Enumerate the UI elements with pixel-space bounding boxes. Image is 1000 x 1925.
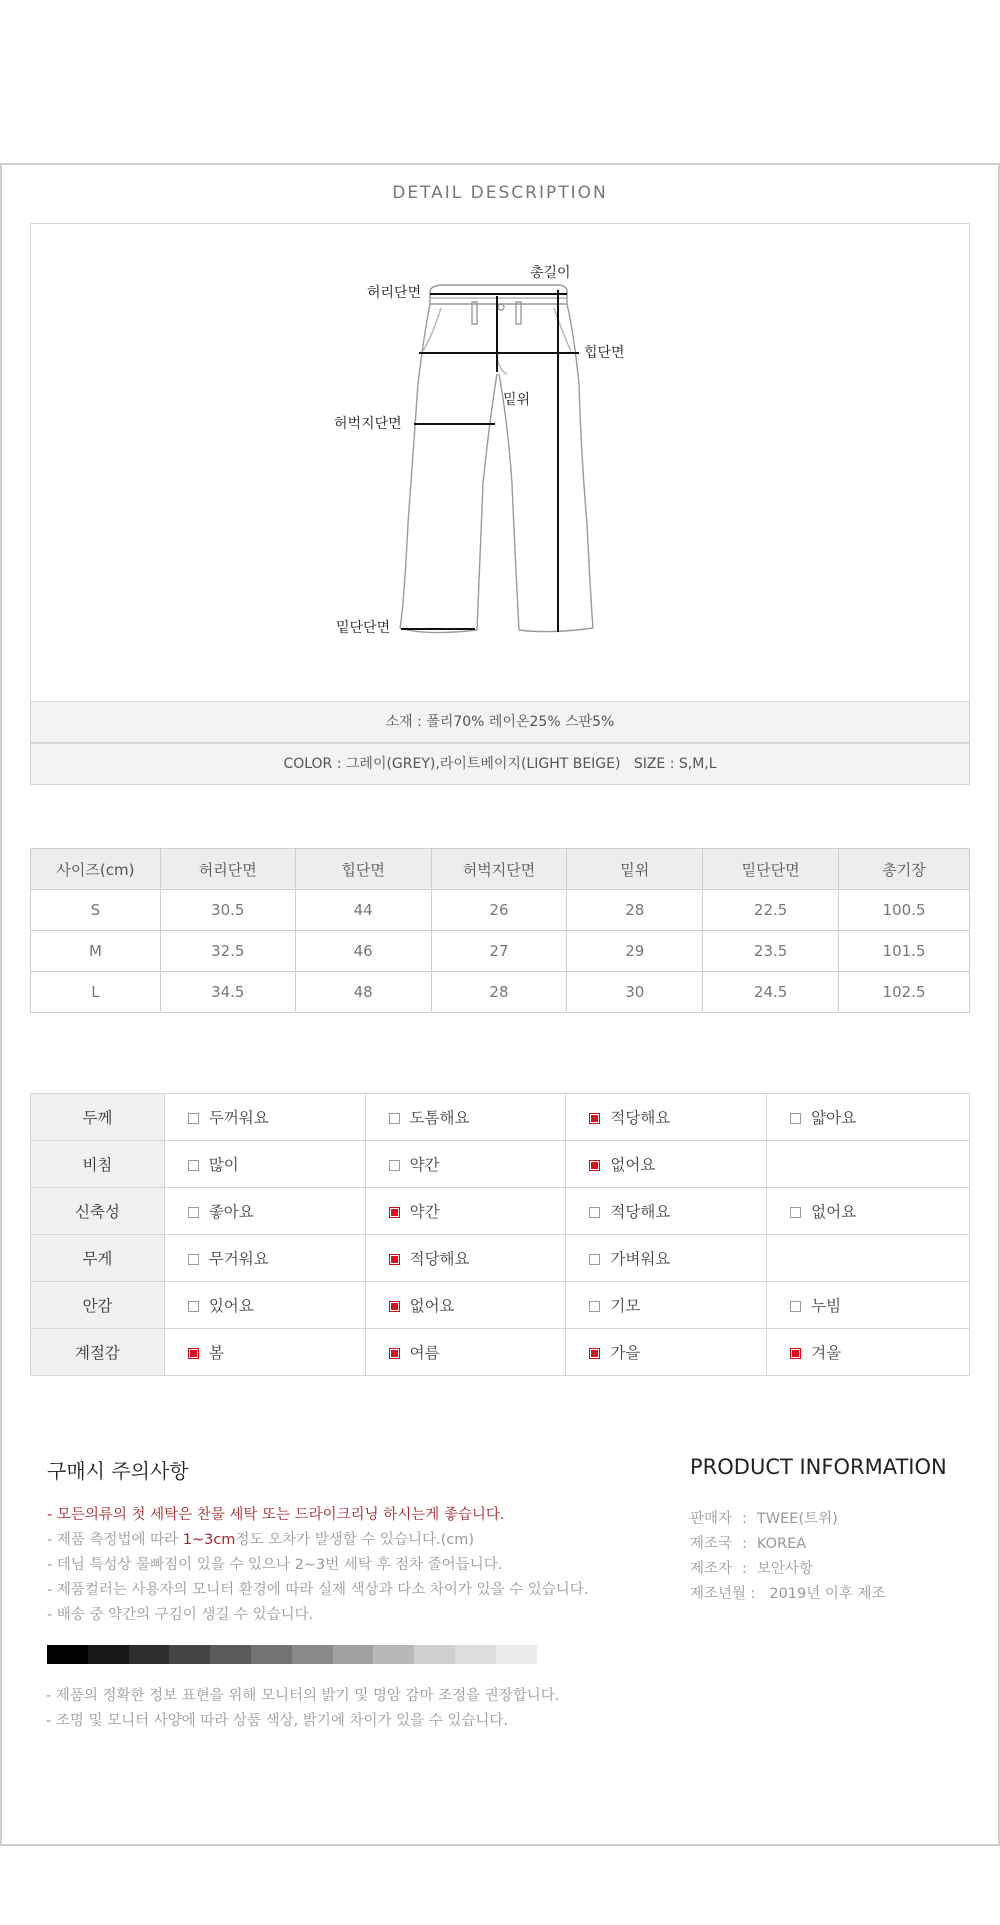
attribute-option-label: 누빔 (811, 1297, 842, 1315)
pants-diagram (30, 223, 970, 701)
info-key: 판매자 (690, 1511, 733, 1527)
attribute-option-label: 기모 (610, 1297, 641, 1315)
size-cell: 29 (567, 931, 703, 972)
notice-item: - 데님 특성상 물빠짐이 있을 수 있으나 2~3번 세탁 후 점차 줄어듭니다. (47, 1557, 503, 1573)
attribute-option-label: 적당해요 (610, 1109, 671, 1127)
size-cell: M (31, 931, 161, 972)
attribute-name: 비침 (31, 1141, 165, 1188)
attribute-row (31, 1188, 970, 1235)
attribute-option (767, 1141, 970, 1188)
size-header-cell: 밑단단면 (703, 849, 839, 890)
attribute-option (566, 1235, 767, 1282)
checked-box-icon (389, 1207, 400, 1218)
gray-swatch (169, 1645, 210, 1664)
attribute-row (31, 1094, 970, 1141)
product-info-item (690, 1532, 886, 1557)
attribute-option (164, 1282, 365, 1329)
unchecked-box-icon (389, 1113, 400, 1124)
product-info-list (690, 1507, 886, 1607)
attribute-option (164, 1141, 365, 1188)
info-sep: : (742, 1561, 747, 1577)
unchecked-box-icon (188, 1254, 199, 1265)
size-header-cell: 총기장 (839, 849, 970, 890)
size-cell: S (31, 890, 161, 931)
size-cell: 26 (431, 890, 567, 931)
gray-swatch (88, 1645, 129, 1664)
attribute-option (767, 1094, 970, 1141)
attribute-option-label: 무거워요 (208, 1250, 269, 1268)
size-cell: 32.5 (160, 931, 295, 972)
checked-box-icon (589, 1160, 600, 1171)
size-cell: 22.5 (703, 890, 839, 931)
unchecked-box-icon (188, 1207, 199, 1218)
attribute-option-label: 봄 (208, 1344, 224, 1362)
notice-item: - 모든의류의 첫 세탁은 찬물 세탁 또는 드라이크리닝 하시는게 좋습니다. (47, 1507, 505, 1523)
size-cell: 48 (295, 972, 431, 1013)
product-info-item (690, 1582, 886, 1607)
checked-box-icon (589, 1113, 600, 1124)
attribute-option-label: 적당해요 (610, 1203, 671, 1221)
attribute-option-label: 적당해요 (409, 1250, 470, 1268)
attribute-option-label: 많이 (208, 1156, 239, 1174)
unchecked-box-icon (790, 1301, 801, 1312)
attribute-option-label: 없어요 (811, 1203, 857, 1221)
attribute-option (365, 1188, 566, 1235)
size-header-cell: 힙단면 (295, 849, 431, 890)
size-header-cell: 허리단면 (160, 849, 295, 890)
label-waist: 허리단면 (367, 285, 422, 301)
attribute-name: 신축성 (31, 1188, 165, 1235)
attribute-option (365, 1094, 566, 1141)
notice-text: 정도 오차가 발생할 수 있습니다.(cm) (235, 1532, 474, 1548)
table-row (31, 972, 970, 1013)
notice-title: 구매시 주의사항 (47, 1459, 189, 1483)
attribute-option (164, 1094, 365, 1141)
detail-title: DETAIL DESCRIPTION (392, 183, 608, 203)
size-cell: L (31, 972, 161, 1013)
attribute-option (767, 1188, 970, 1235)
attribute-option-label: 좋아요 (208, 1203, 254, 1221)
checked-box-icon (589, 1348, 600, 1359)
unchecked-box-icon (389, 1160, 400, 1171)
attribute-option (566, 1141, 767, 1188)
size-cell: 28 (567, 890, 703, 931)
attribute-option-label: 없어요 (610, 1156, 656, 1174)
unchecked-box-icon (790, 1207, 801, 1218)
attribute-option-label: 겨울 (811, 1344, 842, 1362)
label-thigh: 허벅지단면 (334, 416, 402, 432)
attribute-option (566, 1094, 767, 1141)
size-cell: 46 (295, 931, 431, 972)
checked-box-icon (389, 1301, 400, 1312)
unchecked-box-icon (188, 1301, 199, 1312)
size-cell: 34.5 (160, 972, 295, 1013)
size-cell: 101.5 (839, 931, 970, 972)
product-info-item (690, 1557, 886, 1582)
notice-list (47, 1503, 588, 1628)
attribute-row (31, 1282, 970, 1329)
attribute-option (767, 1329, 970, 1376)
attribute-option (566, 1282, 767, 1329)
size-cell: 44 (295, 890, 431, 931)
info-value: KOREA (756, 1536, 807, 1552)
attribute-option-label: 도톰해요 (409, 1109, 470, 1127)
gray-swatch (414, 1645, 455, 1664)
info-value: 보안사항 (756, 1561, 813, 1577)
size-cell: 30.5 (160, 890, 295, 931)
attribute-option (767, 1282, 970, 1329)
product-info-title: PRODUCT INFORMATION (690, 1455, 947, 1479)
unchecked-box-icon (188, 1113, 199, 1124)
gray-swatch (373, 1645, 414, 1664)
label-rise: 밑위 (503, 392, 531, 408)
attribute-option (164, 1329, 365, 1376)
info-sep: : (742, 1536, 747, 1552)
checked-box-icon (188, 1348, 199, 1359)
table-row (31, 931, 970, 972)
material-row: 소재 : 폴리70% 레이온25% 스판5% (30, 701, 970, 743)
attribute-option-label: 있어요 (208, 1297, 254, 1315)
attribute-name: 무게 (31, 1235, 165, 1282)
attribute-option (365, 1329, 566, 1376)
gray-swatch (496, 1645, 537, 1664)
notice-item: - 제품컬러는 사용자의 모니터 환경에 따라 실제 색상과 다소 차이가 있을 수 있습니다. (47, 1582, 589, 1598)
product-info-item (690, 1507, 886, 1532)
attribute-option (365, 1282, 566, 1329)
gray-swatch (333, 1645, 374, 1664)
size-header-cell: 밑위 (567, 849, 703, 890)
notice-item: - 조명 및 모니터 사양에 따라 상품 색상, 밝기에 차이가 있을 수 있습니다. (46, 1713, 508, 1729)
attribute-option (164, 1235, 365, 1282)
size-cell: 23.5 (703, 931, 839, 972)
gray-swatch (251, 1645, 292, 1664)
notice-item: - 제품의 정확한 정보 표현을 위해 모니터의 밝기 및 명암 감마 조정을 권장합니다. (46, 1688, 560, 1704)
checked-box-icon (389, 1254, 400, 1265)
gray-swatch (210, 1645, 251, 1664)
attribute-option-label: 여름 (409, 1344, 440, 1362)
size-cell: 102.5 (839, 972, 970, 1013)
notice-highlight: 1~3cm (182, 1532, 236, 1548)
notice-item (47, 1528, 588, 1553)
size-cell: 27 (431, 931, 567, 972)
size-cell: 28 (431, 972, 567, 1013)
info-key: 제조년월 : (690, 1586, 756, 1602)
attribute-option-label: 약간 (409, 1203, 440, 1221)
attribute-name: 두께 (31, 1094, 165, 1141)
monitor-notice-list (46, 1684, 559, 1734)
info-value: TWEE(트위) (756, 1511, 838, 1527)
attribute-row (31, 1141, 970, 1188)
pants-illustration (31, 224, 971, 702)
notice-text: - 제품 측정법에 따라 (47, 1532, 183, 1548)
notice-item: - 배송 중 약간의 구김이 생길 수 있습니다. (47, 1607, 314, 1623)
label-hip: 힙단면 (584, 345, 625, 361)
grayscale-swatches (47, 1645, 537, 1664)
gray-swatch (455, 1645, 496, 1664)
gray-swatch (292, 1645, 333, 1664)
info-key: 제조자 (690, 1561, 733, 1577)
unchecked-box-icon (589, 1254, 600, 1265)
attribute-option (164, 1188, 365, 1235)
info-value: 2019년 이후 제조 (769, 1586, 886, 1602)
size-cell: 30 (567, 972, 703, 1013)
attribute-option (767, 1235, 970, 1282)
checked-box-icon (790, 1348, 801, 1359)
size-cell: 100.5 (839, 890, 970, 931)
attribute-option (566, 1188, 767, 1235)
checked-box-icon (389, 1348, 400, 1359)
unchecked-box-icon (790, 1113, 801, 1124)
info-sep: : (742, 1511, 747, 1527)
attribute-option-label: 가벼워요 (610, 1250, 671, 1268)
info-key: 제조국 (690, 1536, 733, 1552)
label-total-length: 총길이 (530, 265, 571, 281)
attribute-option-label: 얇아요 (811, 1109, 857, 1127)
attribute-option (365, 1141, 566, 1188)
color-size-row: COLOR : 그레이(GREY),라이트베이지(LIGHT BEIGE) SIZE : S,M,L (30, 743, 970, 785)
table-row (31, 890, 970, 931)
size-table-header (31, 849, 970, 890)
attribute-table (30, 1093, 970, 1376)
attribute-option (566, 1329, 767, 1376)
attribute-option-label: 없어요 (409, 1297, 455, 1315)
gray-swatch (129, 1645, 170, 1664)
attribute-row (31, 1235, 970, 1282)
unchecked-box-icon (589, 1301, 600, 1312)
size-cell: 24.5 (703, 972, 839, 1013)
attribute-option-label: 두꺼워요 (208, 1109, 269, 1127)
size-header-cell: 사이즈(cm) (31, 849, 161, 890)
unchecked-box-icon (589, 1207, 600, 1218)
label-hem: 밑단단면 (336, 620, 391, 636)
attribute-name: 안감 (31, 1282, 165, 1329)
attribute-name: 계절감 (31, 1329, 165, 1376)
unchecked-box-icon (188, 1160, 199, 1171)
attribute-option-label: 약간 (409, 1156, 440, 1174)
size-table (30, 848, 970, 1013)
size-header-cell: 허벅지단면 (431, 849, 567, 890)
gray-swatch (47, 1645, 88, 1664)
attribute-option-label: 가을 (610, 1344, 641, 1362)
attribute-row (31, 1329, 970, 1376)
attribute-option (365, 1235, 566, 1282)
